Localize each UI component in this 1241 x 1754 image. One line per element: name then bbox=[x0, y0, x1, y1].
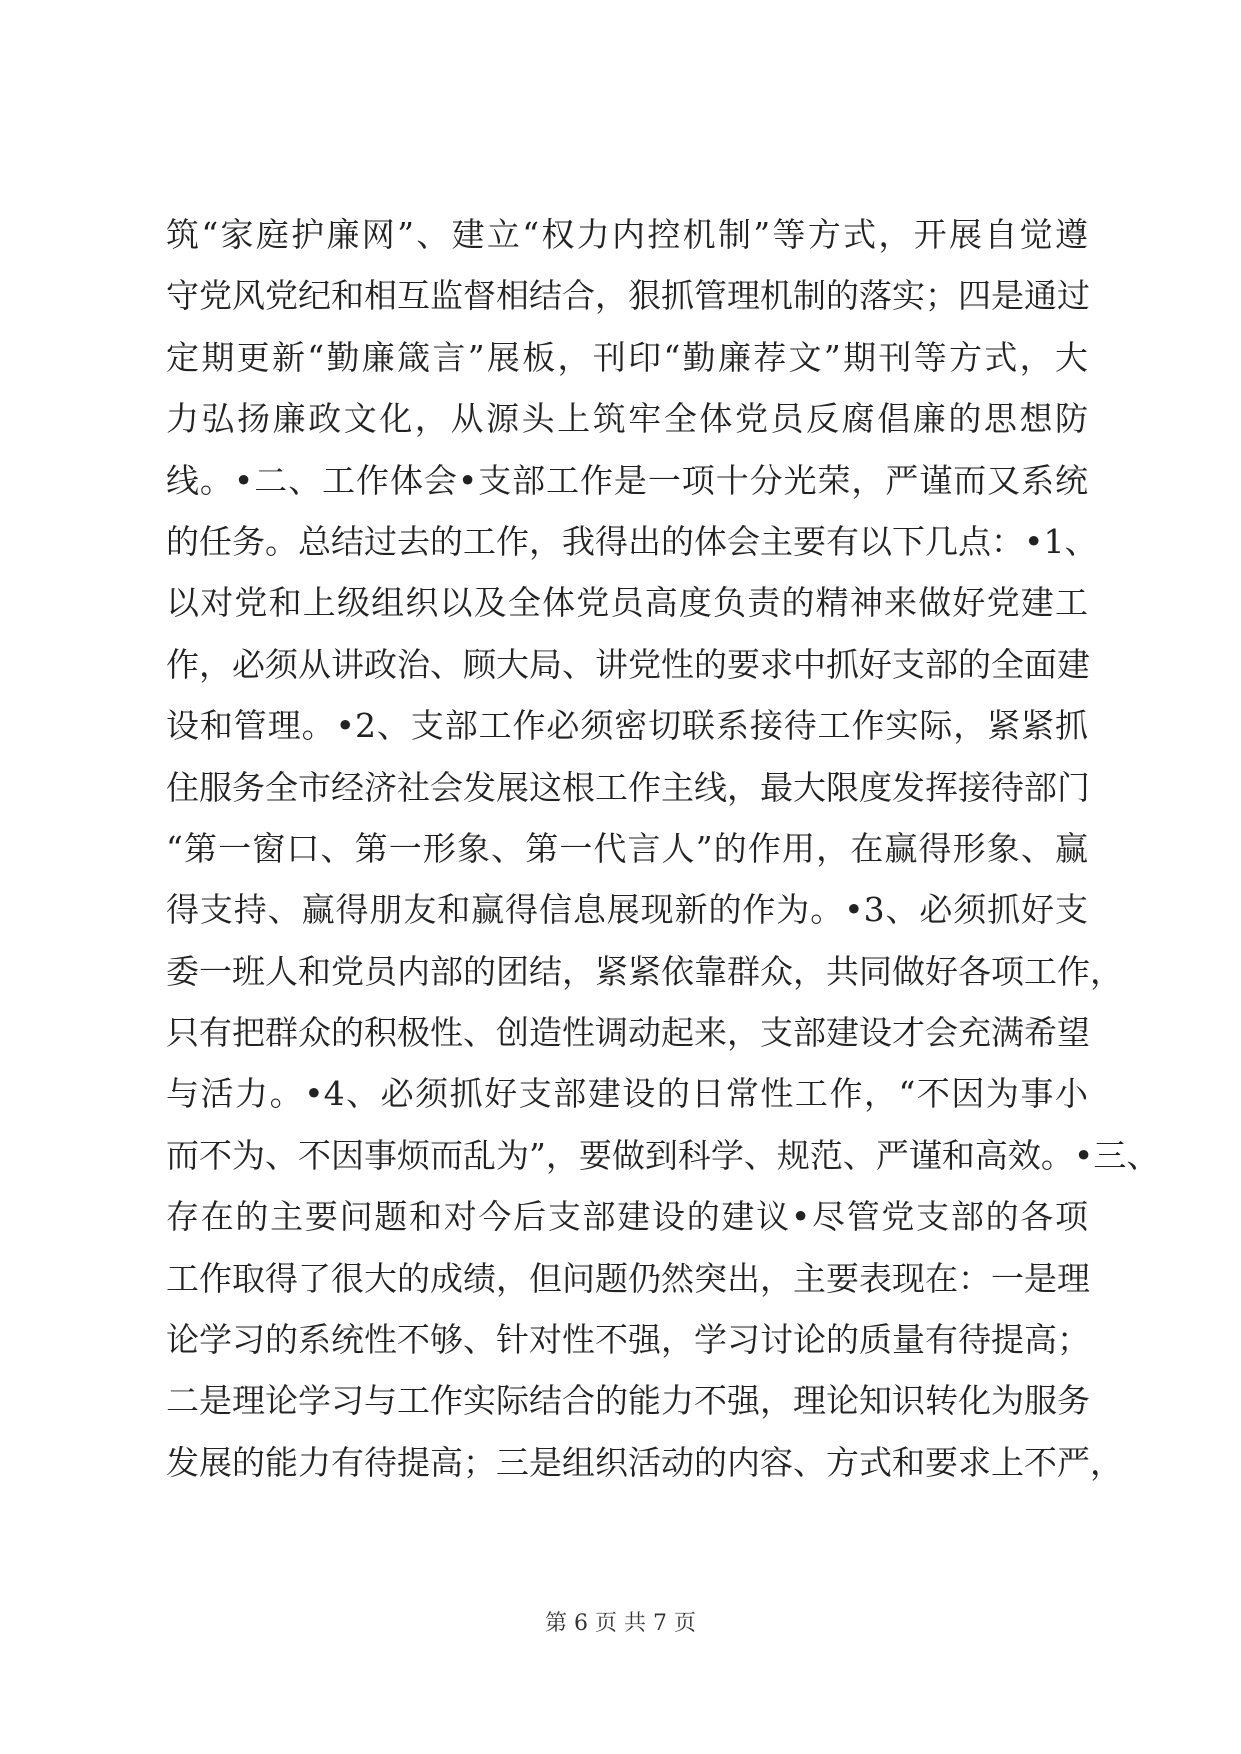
text-line: 以对党和上级组织以及全体党员高度负责的精神来做好党建工 bbox=[166, 583, 1088, 623]
text-line: 与活力。•4、必须抓好支部建设的日常性工作，“不因为事小 bbox=[166, 1074, 1088, 1114]
text-line: 工作取得了很大的成绩，但问题仍然突出，主要表现在：一是理 bbox=[166, 1258, 1090, 1298]
page-number-footer: 第 6 页 共 7 页 bbox=[545, 1611, 696, 1636]
text-line: 的任务。总结过去的工作，我得出的体会主要有以下几点：•1、 bbox=[166, 521, 1098, 561]
text-line: 发展的能力有待提高；三是组织活动的内容、方式和要求上不严， bbox=[166, 1442, 1123, 1482]
body-text bbox=[166, 204, 1160, 1493]
text-line: 委一班人和党员内部的团结，紧紧依靠群众，共同做好各项工作， bbox=[166, 951, 1123, 991]
text-line: 存在的主要问题和对今后支部建设的建议•尽管党支部的各项 bbox=[166, 1197, 1088, 1237]
text-line: 守党风党纪和相互监督相结合，狠抓管理机制的落实；四是通过 bbox=[166, 276, 1090, 316]
text-line: 设和管理。•2、支部工作必须密切联系接待工作实际，紧紧抓 bbox=[166, 706, 1088, 746]
text-line: 力弘扬廉政文化，从源头上筑牢全体党员反腐倡廉的思想防 bbox=[166, 399, 1088, 439]
text-line: 论学习的系统性不够、针对性不强，学习讨论的质量有待提高； bbox=[166, 1320, 1090, 1360]
text-line: 定期更新“勤廉箴言”展板，刊印“勤廉荐文”期刊等方式，大 bbox=[166, 337, 1088, 377]
text-line: 筑“家庭护廉网”、建立“权力内控机制”等方式，开展自觉遵 bbox=[166, 215, 1088, 254]
text-line: 得支持、赢得朋友和赢得信息展现新的作为。•3、必须抓好支 bbox=[166, 890, 1088, 930]
text-line: “第一窗口、第一形象、第一代言人”的作用，在赢得形象、赢 bbox=[166, 828, 1088, 868]
text-line: 而不为、不因事烦而乱为”，要做到科学、规范、严谨和高效。•三、 bbox=[166, 1135, 1160, 1175]
text-line: 住服务全市经济社会发展这根工作主线，最大限度发挥接待部门 bbox=[166, 767, 1090, 807]
text-line: 二是理论学习与工作实际结合的能力不强，理论知识转化为服务 bbox=[166, 1381, 1090, 1421]
text-line: 线。•二、工作体会•支部工作是一项十分光荣，严谨而又系统 bbox=[166, 460, 1088, 500]
text-line: 作，必须从讲政治、顾大局、讲党性的要求中抓好支部的全面建 bbox=[166, 644, 1090, 684]
text-line: 只有把群众的积极性、创造性调动起来，支部建设才会充满希望 bbox=[166, 1013, 1090, 1053]
